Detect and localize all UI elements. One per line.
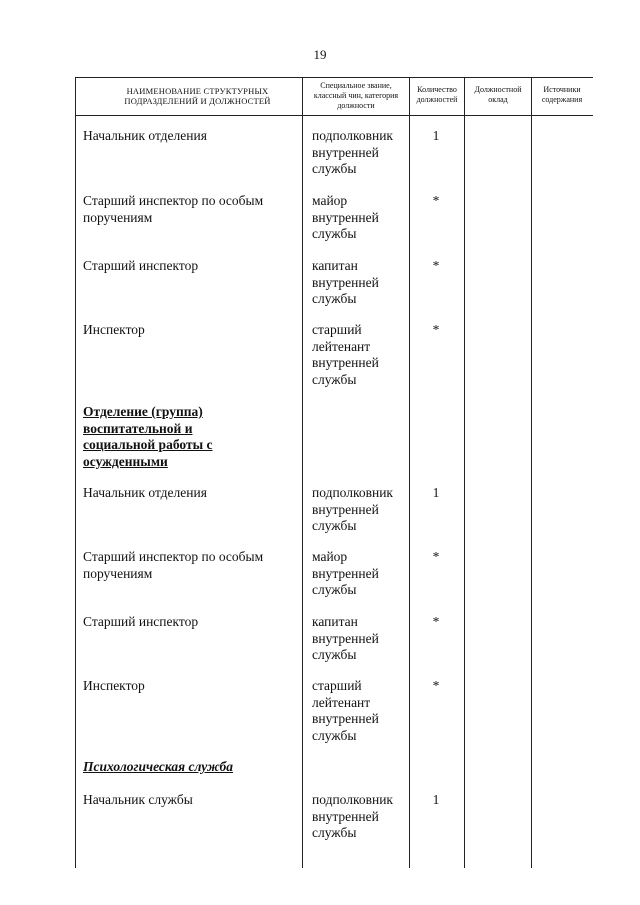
table-left-border <box>75 77 76 868</box>
header-source-column: Источники содержания <box>541 85 583 104</box>
table-row-rank: подполковник внутренней службы <box>312 128 393 176</box>
table-row-name: Инспектор <box>83 678 145 693</box>
table-row-qty: * <box>432 614 440 629</box>
header-qty-column: Количество должностей <box>416 85 458 104</box>
header-rank-column: Специальное звание, классный чин, категория должности <box>313 81 399 110</box>
table-row-qty: * <box>432 322 440 337</box>
table-row-name: Старший инспектор <box>83 258 199 273</box>
table-row-name: Начальник отделения <box>83 485 207 500</box>
section-title-psychological-service: Психологическая служба <box>83 759 234 774</box>
column-divider-source <box>531 77 532 868</box>
table-row-name: Начальник службы <box>83 792 193 807</box>
header-salary-column: Должностной оклад <box>474 85 522 104</box>
table-row-rank: майор внутренней службы <box>312 549 379 597</box>
table-row-qty: 1 <box>432 792 440 807</box>
table-row-rank: подполковник внутренней службы <box>312 792 393 840</box>
table-row-rank: майор внутренней службы <box>312 193 379 241</box>
table-row-qty: 1 <box>432 485 440 500</box>
table-row-name: Начальник отделения <box>83 128 207 143</box>
table-row-rank: капитан внутренней службы <box>312 258 379 306</box>
table-row-rank: старший лейтенант внутренней службы <box>312 322 379 387</box>
table-row-name: Старший инспектор по особым поручениям <box>83 193 264 225</box>
table-row-qty: 1 <box>432 128 440 143</box>
page-number: 19 <box>313 47 327 62</box>
table-top-border <box>75 77 593 78</box>
column-divider-salary <box>464 77 465 868</box>
table-row-qty: * <box>432 193 440 208</box>
table-row-qty: * <box>432 549 440 564</box>
table-row-qty: * <box>432 258 440 273</box>
table-row-name: Инспектор <box>83 322 145 337</box>
table-row-rank: старший лейтенант внутренней службы <box>312 678 379 743</box>
table-row-name: Старший инспектор по особым поручениям <box>83 549 264 581</box>
header-name-column: НАИМЕНОВАНИЕ СТРУКТУРНЫХ ПОДРАЗДЕЛЕНИЙ И ДОЛЖНОСТЕЙ <box>124 86 271 106</box>
table-row-rank: капитан внутренней службы <box>312 614 379 662</box>
table-row-rank: подполковник внутренней службы <box>312 485 393 533</box>
table-row-qty: * <box>432 678 440 693</box>
table-row-name: Старший инспектор <box>83 614 199 629</box>
table-header-bottom-border <box>75 115 593 116</box>
column-divider-rank <box>302 77 303 868</box>
section-title-educational-work: Отделение (группа) воспитательной и социальной работы с осужденными <box>83 404 213 469</box>
